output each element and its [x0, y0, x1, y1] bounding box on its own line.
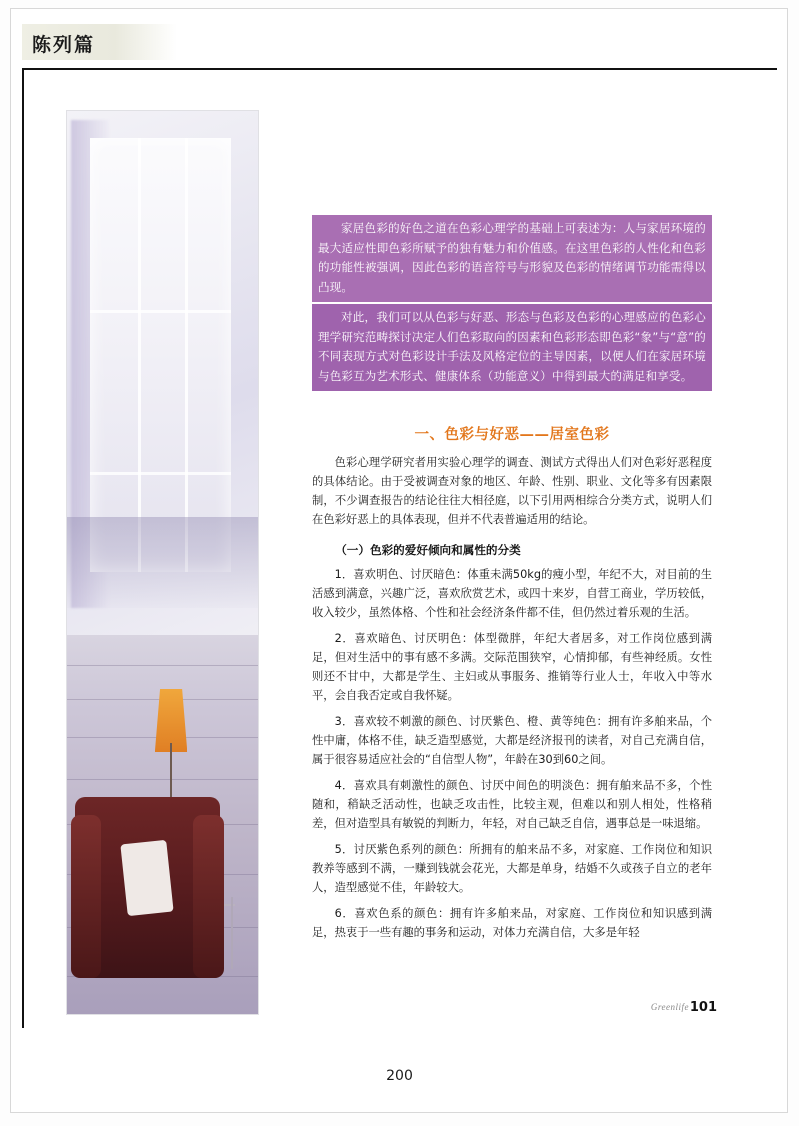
photo-sofa-arm [193, 815, 224, 978]
highlight-paragraph-1: 家居色彩的好色之道在色彩心理学的基础上可表述为：人与家居环境的最大适应性即色彩所赋予的独有魅力和价值感。在这里色彩的人性化和色彩的功能性被强调，因此色彩的语音符号与形貌及色彩的情绪调节功能需得以凸现。 [318, 221, 706, 294]
chapter-title: 陈列篇 [32, 34, 96, 56]
list-item: 3．喜欢较不刺激的颜色、讨厌紫色、橙、黄等纯色：拥有许多舶来品，个性中庸，体格不佳，缺乏造型感觉，大都是经济报刊的读者，对自己充满自信，属于很容易适应社会的“自信型人物”，年龄在30到60之间。 [312, 715, 712, 766]
list-item: 4．喜欢具有刺激性的颜色、讨厌中间色的明淡色：拥有舶来品不多，个性随和，稍缺乏活动性，也缺乏攻击性，比较主观，但难以和别人相处，性格稍差，但对造型具有敏锐的判断力，年轻，对自己缺乏自信，遇事总是一味退缩。 [312, 779, 712, 830]
publisher-logo: Greenlife [650, 1002, 689, 1012]
photo-window-mullion [138, 138, 141, 571]
list-item: 1．喜欢明色、讨厌暗色：体重未满50kg的瘦小型，年纪不大，对目前的生活感到满意，兴趣广泛，喜欢欣赏艺术，或四十来岁，自营工商业，学历较低，收入较少，虽然体格、个性和社会经济条件都不佳，但仍然过着乐观的生活。 [312, 568, 712, 619]
list-item: 2．喜欢暗色、讨厌明色：体型微胖，年纪大者居多，对工作岗位感到满足，但对生活中的事有感不多满。交际范围狭窄，心情抑郁，有些神经质。女性则还不甘中，大都是学生、主妇或从事服务、推销等行业人士，年收入中等水平，会自我否定或自我怀疑。 [312, 632, 712, 702]
photo-sofa-arm [71, 815, 102, 978]
list-item: 6．喜欢色系的颜色：拥有许多舶来品，对家庭、工作岗位和知识感到满足，热衷于一些有趣的事务和运动，对体力充满自信，大多是年轻 [312, 907, 712, 939]
photo-cushion [121, 840, 174, 917]
page-number: 200 [386, 1068, 413, 1084]
left-vertical-rule [22, 68, 24, 1028]
header-rule [22, 68, 777, 70]
list-item: 5．讨厌紫色系列的颜色：所拥有的舶来品不多，对家庭、工作岗位和知识教养等感到不满，一赚到钱就会花光，大都是单身，结婚不久或孩子自立的老年人，造型感觉不佳，年龄较大。 [312, 843, 712, 894]
highlight-block-2 [312, 304, 712, 391]
section-subheading: （一）色彩的爱好倾向和属性的分类 [335, 543, 521, 557]
section-intro-paragraph: 色彩心理学研究者用实验心理学的调查、测试方式得出人们对色彩好恶程度的具体结论。由于受被调查对象的地区、年龄、性别、职业、文化等多有因素限制，不少调查报告的结论往往大相径庭，以下引用两相综合分类方式，说明人们在色彩好恶上的具体表现，但并不代表普遍适用的结论。 [312, 456, 712, 526]
photo-table-leg [231, 897, 233, 969]
photo-window-mullion [185, 138, 188, 571]
photo-shadow-band [67, 517, 258, 607]
section-heading: 一、色彩与好恶——居室色彩 [414, 427, 610, 443]
photo-window-mullion [90, 472, 231, 475]
inner-folio-number: 101 [689, 1000, 717, 1015]
interior-room-photo [66, 110, 259, 1015]
photo-window-mullion [90, 310, 231, 313]
photo-window [90, 138, 231, 571]
highlight-paragraph-2: 对此，我们可以从色彩与好恶、形态与色彩及色彩的心理感应的色彩心理学研究范畴探讨决定人们色彩取向的因素和色彩形态即色彩“象”与“意”的不同表现方式对色彩设计手法及风格定位的主导因素，以便人们在家居环境与色彩互为艺术形式、健康体系（功能意义）中得到最大的满足和享受。 [318, 310, 706, 383]
highlight-block-1 [312, 215, 712, 302]
text-column [312, 215, 712, 942]
